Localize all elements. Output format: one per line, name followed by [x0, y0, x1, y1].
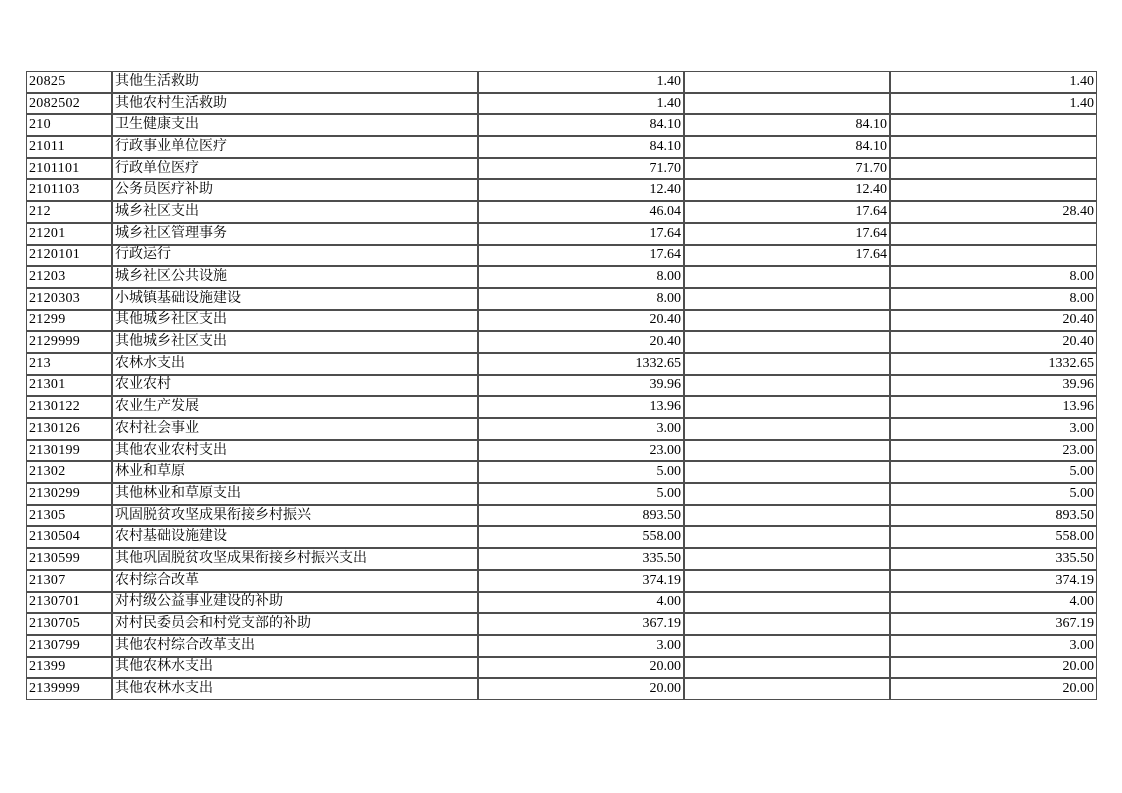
row-amount-1: 20.00 [478, 678, 684, 700]
row-amount-3 [890, 158, 1097, 180]
table-row [26, 288, 1097, 310]
row-code: 21299 [26, 310, 112, 332]
row-amount-1: 12.40 [478, 179, 684, 201]
row-code: 21301 [26, 375, 112, 397]
table-row [26, 483, 1097, 505]
row-code: 2130122 [26, 396, 112, 418]
row-amount-1: 20.40 [478, 331, 684, 353]
row-amount-1: 39.96 [478, 375, 684, 397]
row-name: 其他农村生活救助 [112, 93, 478, 115]
row-amount-1: 4.00 [478, 592, 684, 614]
row-amount-3: 28.40 [890, 201, 1097, 223]
row-code: 21307 [26, 570, 112, 592]
table-row [26, 505, 1097, 527]
row-amount-2 [684, 310, 890, 332]
table-row [26, 548, 1097, 570]
row-amount-2: 84.10 [684, 114, 890, 136]
row-amount-3: 4.00 [890, 592, 1097, 614]
row-amount-2: 12.40 [684, 179, 890, 201]
row-name: 其他农林水支出 [112, 678, 478, 700]
row-amount-3 [890, 245, 1097, 267]
row-code: 2130299 [26, 483, 112, 505]
row-name: 行政事业单位医疗 [112, 136, 478, 158]
row-amount-3: 20.40 [890, 331, 1097, 353]
row-amount-3: 893.50 [890, 505, 1097, 527]
row-amount-1: 84.10 [478, 136, 684, 158]
table-row [26, 245, 1097, 267]
row-amount-3: 367.19 [890, 613, 1097, 635]
row-name: 对村民委员会和村党支部的补助 [112, 613, 478, 635]
row-amount-3: 13.96 [890, 396, 1097, 418]
row-amount-1: 17.64 [478, 223, 684, 245]
table-row [26, 223, 1097, 245]
row-amount-3 [890, 114, 1097, 136]
row-amount-3: 5.00 [890, 483, 1097, 505]
row-amount-2 [684, 440, 890, 462]
row-amount-2 [684, 418, 890, 440]
row-amount-3: 20.00 [890, 678, 1097, 700]
table-row [26, 635, 1097, 657]
row-code: 21203 [26, 266, 112, 288]
row-amount-3 [890, 136, 1097, 158]
table-row [26, 461, 1097, 483]
budget-table-body [26, 71, 1097, 700]
row-name: 卫生健康支出 [112, 114, 478, 136]
row-amount-1: 3.00 [478, 635, 684, 657]
row-amount-1: 558.00 [478, 526, 684, 548]
row-code: 20825 [26, 71, 112, 93]
row-amount-1: 8.00 [478, 288, 684, 310]
row-amount-2 [684, 526, 890, 548]
table-row [26, 310, 1097, 332]
row-amount-3 [890, 179, 1097, 201]
table-row [26, 375, 1097, 397]
row-amount-2 [684, 505, 890, 527]
row-code: 21305 [26, 505, 112, 527]
table-row [26, 136, 1097, 158]
row-amount-1: 5.00 [478, 461, 684, 483]
row-amount-1: 5.00 [478, 483, 684, 505]
row-amount-1: 893.50 [478, 505, 684, 527]
row-code: 2120303 [26, 288, 112, 310]
row-code: 2130504 [26, 526, 112, 548]
row-amount-1: 17.64 [478, 245, 684, 267]
row-amount-2: 17.64 [684, 223, 890, 245]
row-name: 农村基础设施建设 [112, 526, 478, 548]
row-amount-1: 1.40 [478, 93, 684, 115]
table-row [26, 592, 1097, 614]
row-amount-3: 5.00 [890, 461, 1097, 483]
table-row [26, 331, 1097, 353]
row-amount-2: 17.64 [684, 201, 890, 223]
row-amount-1: 3.00 [478, 418, 684, 440]
row-amount-3: 8.00 [890, 266, 1097, 288]
row-amount-1: 23.00 [478, 440, 684, 462]
row-amount-3: 1.40 [890, 93, 1097, 115]
row-code: 2130705 [26, 613, 112, 635]
table-row [26, 93, 1097, 115]
row-amount-3: 20.40 [890, 310, 1097, 332]
row-name: 行政运行 [112, 245, 478, 267]
row-amount-2 [684, 613, 890, 635]
row-name: 其他城乡社区支出 [112, 310, 478, 332]
row-amount-2: 17.64 [684, 245, 890, 267]
row-code: 2139999 [26, 678, 112, 700]
row-name: 其他生活救助 [112, 71, 478, 93]
row-amount-1: 1.40 [478, 71, 684, 93]
table-row [26, 678, 1097, 700]
row-name: 其他农业农村支出 [112, 440, 478, 462]
row-name: 其他城乡社区支出 [112, 331, 478, 353]
row-code: 2130599 [26, 548, 112, 570]
row-amount-2 [684, 592, 890, 614]
row-name: 农业生产发展 [112, 396, 478, 418]
row-amount-3: 3.00 [890, 635, 1097, 657]
row-code: 2101101 [26, 158, 112, 180]
row-amount-2 [684, 353, 890, 375]
row-amount-2: 71.70 [684, 158, 890, 180]
row-name: 农村社会事业 [112, 418, 478, 440]
row-name: 其他农林水支出 [112, 657, 478, 679]
row-amount-1: 335.50 [478, 548, 684, 570]
row-name: 小城镇基础设施建设 [112, 288, 478, 310]
row-name: 巩固脱贫攻坚成果衔接乡村振兴 [112, 505, 478, 527]
row-name: 农业农村 [112, 375, 478, 397]
row-name: 对村级公益事业建设的补助 [112, 592, 478, 614]
row-code: 212 [26, 201, 112, 223]
row-code: 2130199 [26, 440, 112, 462]
table-row [26, 440, 1097, 462]
row-name: 其他农村综合改革支出 [112, 635, 478, 657]
row-code: 2101103 [26, 179, 112, 201]
row-amount-3: 558.00 [890, 526, 1097, 548]
row-amount-1: 71.70 [478, 158, 684, 180]
row-amount-3: 8.00 [890, 288, 1097, 310]
row-amount-3: 20.00 [890, 657, 1097, 679]
row-code: 2130799 [26, 635, 112, 657]
table-row [26, 570, 1097, 592]
row-name: 公务员医疗补助 [112, 179, 478, 201]
row-amount-1: 374.19 [478, 570, 684, 592]
row-amount-2 [684, 570, 890, 592]
row-amount-2 [684, 396, 890, 418]
row-amount-1: 84.10 [478, 114, 684, 136]
row-name: 城乡社区支出 [112, 201, 478, 223]
row-code: 2082502 [26, 93, 112, 115]
row-name: 林业和草原 [112, 461, 478, 483]
row-amount-3: 3.00 [890, 418, 1097, 440]
row-amount-2 [684, 657, 890, 679]
table-row [26, 158, 1097, 180]
budget-table [26, 71, 1097, 700]
row-amount-2 [684, 93, 890, 115]
row-name: 农村综合改革 [112, 570, 478, 592]
row-amount-2 [684, 483, 890, 505]
table-row [26, 526, 1097, 548]
row-amount-2 [684, 635, 890, 657]
row-amount-3: 335.50 [890, 548, 1097, 570]
row-code: 21201 [26, 223, 112, 245]
row-code: 2130126 [26, 418, 112, 440]
row-amount-1: 46.04 [478, 201, 684, 223]
table-row [26, 71, 1097, 93]
row-code: 2130701 [26, 592, 112, 614]
row-amount-2 [684, 678, 890, 700]
row-amount-1: 8.00 [478, 266, 684, 288]
table-row [26, 418, 1097, 440]
row-name: 城乡社区管理事务 [112, 223, 478, 245]
row-code: 21399 [26, 657, 112, 679]
row-amount-1: 367.19 [478, 613, 684, 635]
row-amount-2: 84.10 [684, 136, 890, 158]
row-amount-1: 1332.65 [478, 353, 684, 375]
row-amount-2 [684, 331, 890, 353]
row-amount-1: 13.96 [478, 396, 684, 418]
row-amount-2 [684, 71, 890, 93]
row-code: 2129999 [26, 331, 112, 353]
row-amount-2 [684, 288, 890, 310]
row-name: 城乡社区公共设施 [112, 266, 478, 288]
table-row [26, 353, 1097, 375]
row-code: 21011 [26, 136, 112, 158]
row-name: 行政单位医疗 [112, 158, 478, 180]
row-amount-2 [684, 375, 890, 397]
table-row [26, 179, 1097, 201]
table-row [26, 266, 1097, 288]
row-code: 213 [26, 353, 112, 375]
row-amount-1: 20.00 [478, 657, 684, 679]
row-amount-3: 1332.65 [890, 353, 1097, 375]
row-amount-3: 1.40 [890, 71, 1097, 93]
row-amount-3: 39.96 [890, 375, 1097, 397]
row-code: 2120101 [26, 245, 112, 267]
row-name: 其他巩固脱贫攻坚成果衔接乡村振兴支出 [112, 548, 478, 570]
table-row [26, 114, 1097, 136]
row-amount-3: 374.19 [890, 570, 1097, 592]
row-amount-3: 23.00 [890, 440, 1097, 462]
row-amount-2 [684, 548, 890, 570]
row-name: 农林水支出 [112, 353, 478, 375]
row-code: 210 [26, 114, 112, 136]
row-name: 其他林业和草原支出 [112, 483, 478, 505]
table-row [26, 613, 1097, 635]
table-row [26, 396, 1097, 418]
table-row [26, 657, 1097, 679]
row-amount-3 [890, 223, 1097, 245]
row-amount-2 [684, 266, 890, 288]
table-row [26, 201, 1097, 223]
row-amount-2 [684, 461, 890, 483]
row-amount-1: 20.40 [478, 310, 684, 332]
row-code: 21302 [26, 461, 112, 483]
